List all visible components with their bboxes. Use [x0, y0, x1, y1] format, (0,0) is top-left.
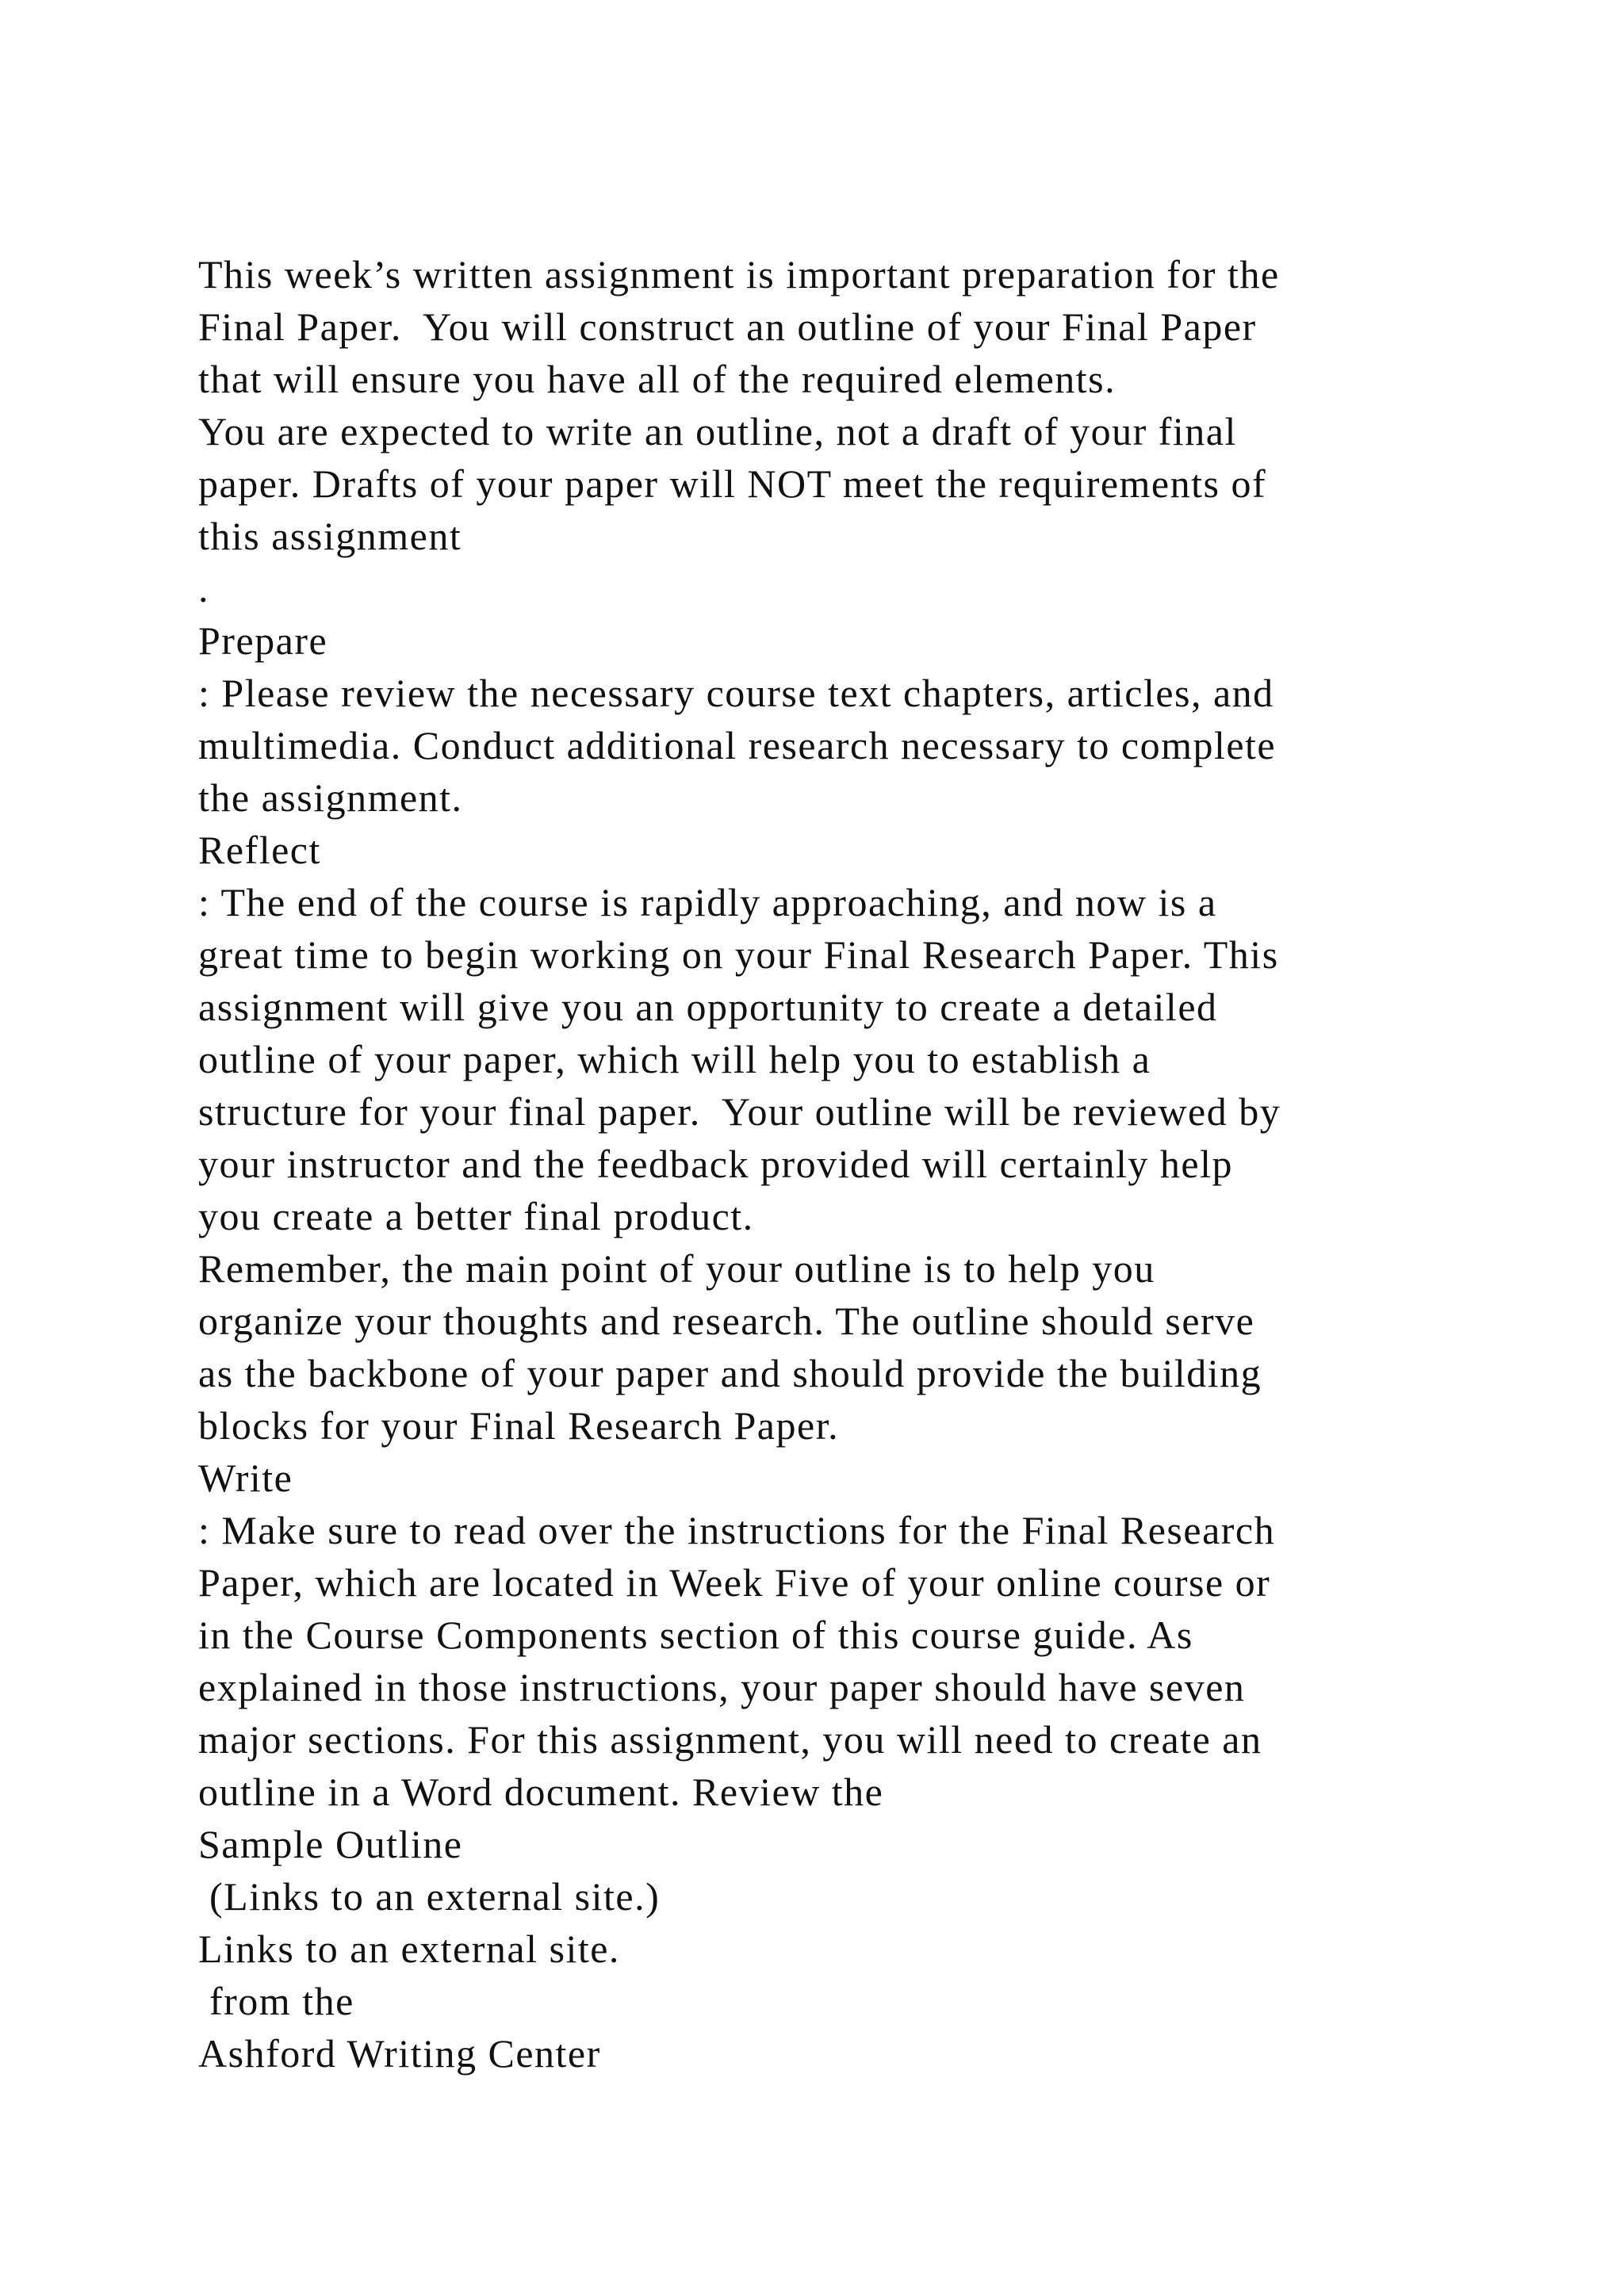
- section-heading-reflect: Reflect: [198, 828, 321, 872]
- text-line: multimedia. Conduct additional research necessary to complete: [198, 723, 1277, 767]
- text-line: You are expected to write an outline, not a draft of your final: [198, 409, 1237, 453]
- external-link-note: (Links to an external site.): [198, 1874, 661, 1919]
- text-line: explained in those instructions, your paper should have seven: [198, 1665, 1246, 1709]
- external-link-note: Links to an external site.: [198, 1927, 620, 1971]
- text-line: : Make sure to read over the instructions for the Final Research: [198, 1508, 1276, 1552]
- text-line: blocks for your Final Research Paper.: [198, 1403, 840, 1448]
- text-line: your instructor and the feedback provided will certainly help: [198, 1142, 1233, 1186]
- text-line: assignment will give you an opportunity to create a detailed: [198, 985, 1218, 1029]
- section-heading-prepare: Prepare: [198, 618, 328, 663]
- text-line: : Please review the necessary course text chapters, articles, and: [198, 671, 1274, 715]
- sample-outline-link-text: Sample Outline: [198, 1822, 463, 1866]
- text-line: Final Paper. You will construct an outline of your Final Paper: [198, 304, 1257, 349]
- text-line: outline in a Word document. Review the: [198, 1770, 884, 1814]
- text-line: in the Course Components section of this course guide. As: [198, 1613, 1193, 1657]
- text-line: you create a better final product.: [198, 1194, 754, 1238]
- text-line: from the: [198, 1979, 354, 2023]
- text-line: this assignment: [198, 514, 462, 558]
- text-line: .: [198, 566, 209, 610]
- text-line: structure for your final paper. Your outline will be reviewed by: [198, 1089, 1281, 1134]
- text-line: major sections. For this assignment, you will need to create an: [198, 1717, 1262, 1762]
- text-line: : The end of the course is rapidly approaching, and now is a: [198, 880, 1217, 924]
- text-line: the assignment.: [198, 775, 463, 820]
- text-line: that will ensure you have all of the required elements.: [198, 357, 1116, 401]
- text-line: great time to begin working on your Final Research Paper. This: [198, 932, 1279, 977]
- text-line: Paper, which are located in Week Five of your online course or: [198, 1560, 1271, 1605]
- text-line: as the backbone of your paper and should provide the building: [198, 1351, 1262, 1395]
- text-line: This week’s written assignment is important preparation for the: [198, 252, 1280, 297]
- document-body: [198, 248, 1499, 2080]
- text-line: organize your thoughts and research. The outline should serve: [198, 1299, 1255, 1343]
- text-line: outline of your paper, which will help you to establish a: [198, 1037, 1151, 1081]
- writing-center-text: Ashford Writing Center: [198, 2031, 601, 2076]
- text-line: Remember, the main point of your outline is to help you: [198, 1246, 1155, 1291]
- text-line: paper. Drafts of your paper will NOT meet the requirements of: [198, 461, 1267, 506]
- section-heading-write: Write: [198, 1456, 293, 1500]
